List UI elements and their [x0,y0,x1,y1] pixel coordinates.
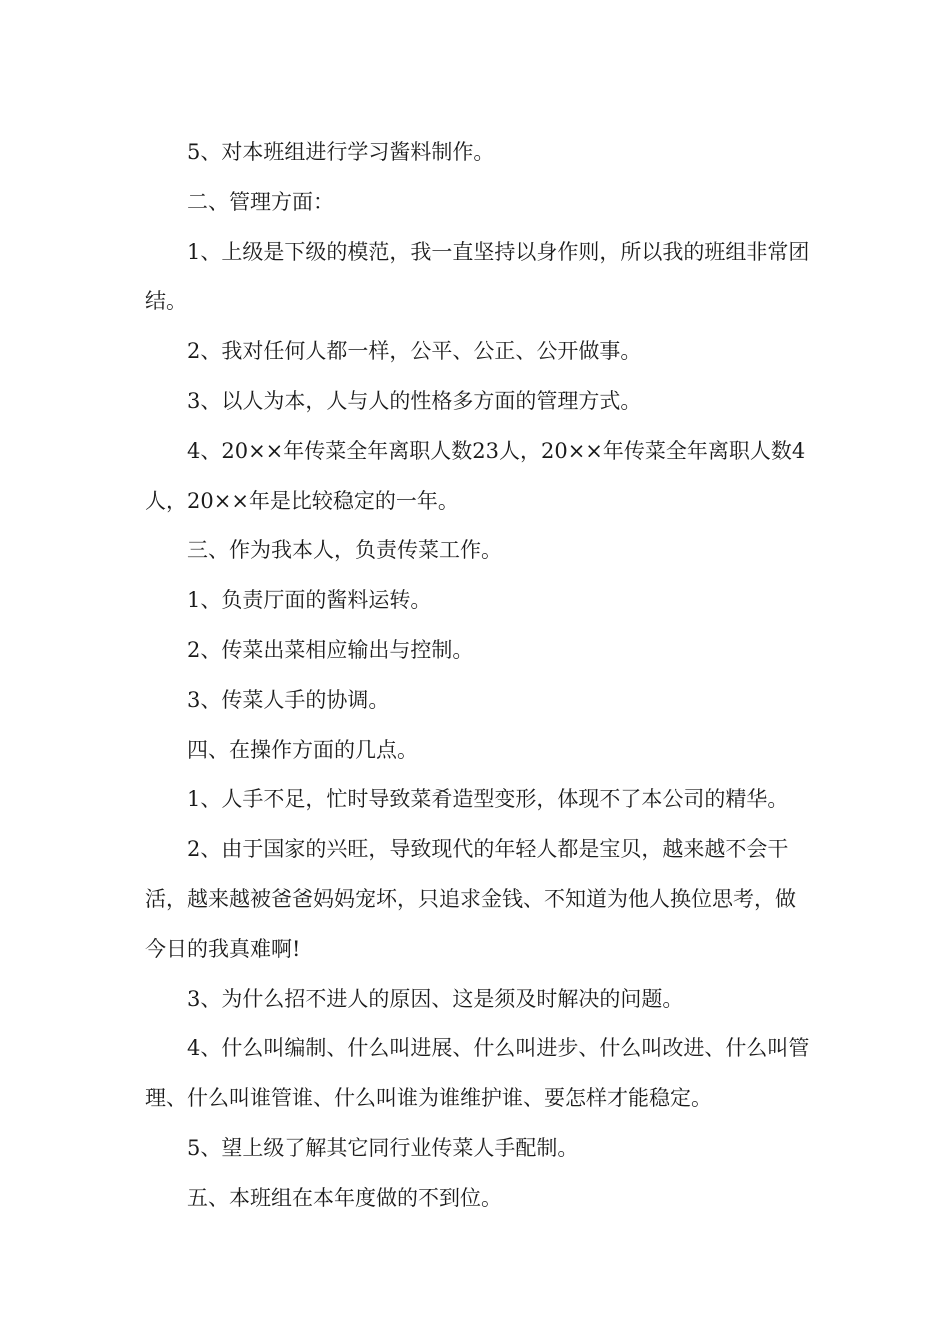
paragraph-5: 3、以人为本，人与人的性格多方面的管理方式。 [187,388,642,413]
paragraph-1: 5、对本班组进行学习酱料制作。 [187,140,495,164]
paragraph-9: 2、传菜出菜相应输出与控制。 [187,637,474,662]
paragraph-13: 2、由于国家的兴旺，导致现代的年轻人都是宝贝，越来越不会干活，越来越被爸爸妈妈宠坏，只追求金钱、不知道为他人换位思考，做今日的我真难啊! [145,837,796,961]
paragraph-3: 1、上级是下级的模范，我一直坚持以身作则，所以我的班组非常团结。 [145,239,810,314]
paragraph-15: 4、什么叫编制、什么叫进展、什么叫进步、什么叫改进、什么叫管理、什么叫谁管谁、什么叫谁为谁维护谁、要怎样才能稳定。 [145,1036,810,1111]
section-heading-17: 五、本班组在本年度做的不到位。 [187,1185,502,1210]
paragraph-4: 2、我对任何人都一样，公平、公正、公开做事。 [187,339,642,364]
paragraph-6: 4、20××年传菜全年离职人数23人，20××年传菜全年离职人数4人，20××年是比较稳定的一年。 [145,438,806,513]
paragraph-8: 1、负责厅面的酱料运转。 [187,588,432,613]
section-heading-7: 三、作为我本人，负责传菜工作。 [187,538,502,563]
paragraph-10: 3、传菜人手的协调。 [187,687,390,712]
paragraph-12: 1、人手不足，忙时导致菜肴造型变形，体现不了本公司的精华。 [187,787,789,812]
section-heading-11: 四、在操作方面的几点。 [187,737,418,762]
paragraph-16: 5、望上级了解其它同行业传菜人手配制。 [187,1135,579,1160]
document-body [145,128,810,1224]
section-heading-2: 二、管理方面： [187,189,334,214]
paragraph-14: 3、为什么招不进人的原因、这是须及时解决的问题。 [187,986,684,1011]
